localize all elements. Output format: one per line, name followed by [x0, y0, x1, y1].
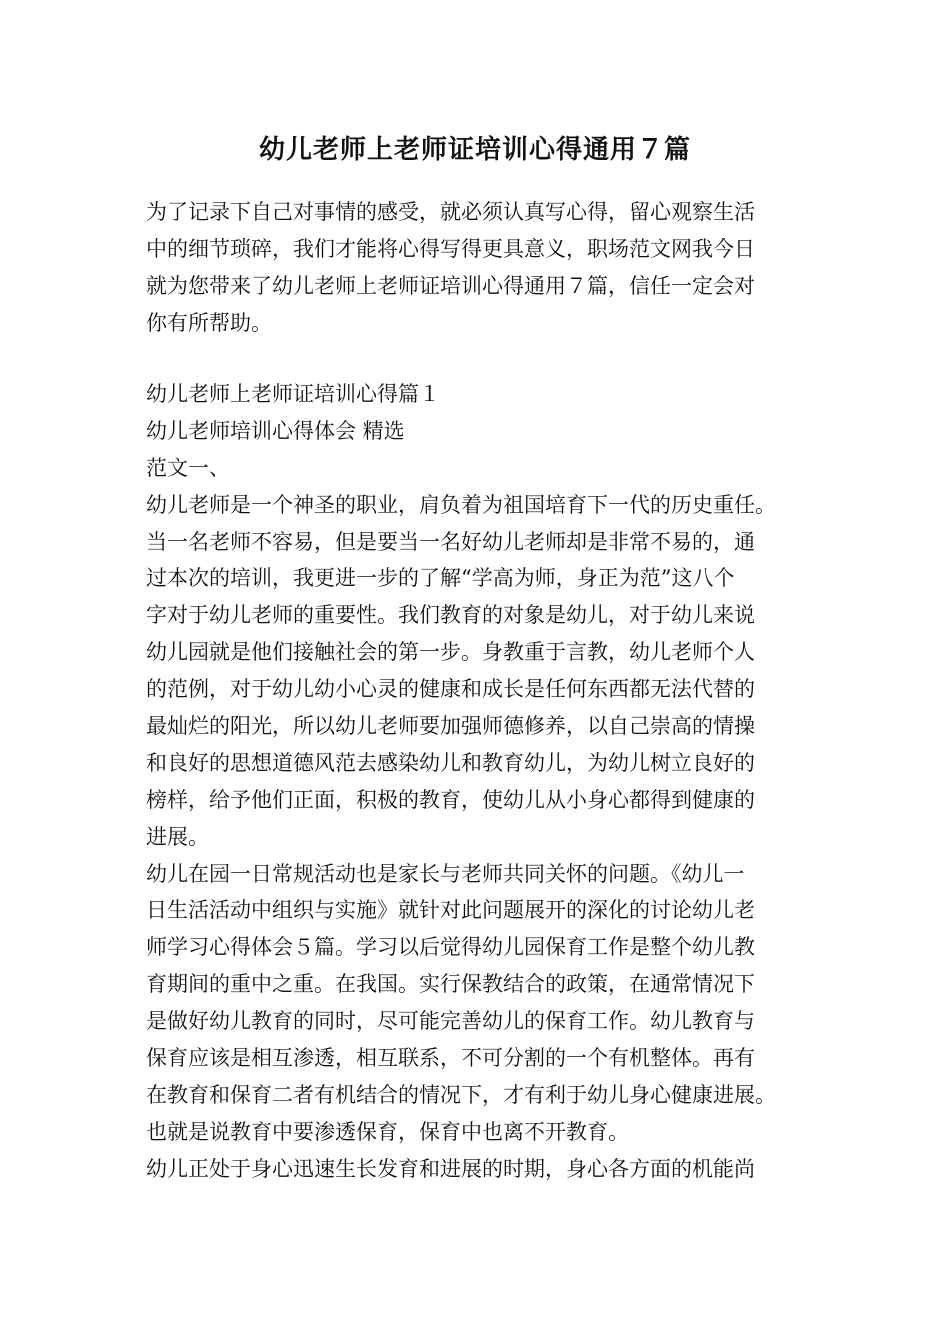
body-line: 师学习心得体会５篇。学习以后觉得幼儿园保育工作是整个幼儿教	[146, 935, 755, 960]
body-line: 进展。	[146, 824, 209, 849]
body-content	[146, 376, 826, 1188]
body-line: 的范例，对于幼儿幼小心灵的健康和成长是任何东西都无法代替的	[146, 677, 755, 702]
body-line: 最灿烂的阳光，所以幼儿老师要加强师德修养，以自己崇高的情操	[146, 714, 755, 739]
body-line: 和良好的思想道德风范去感染幼儿和教育幼儿，为幼儿树立良好的	[146, 750, 755, 775]
intro-line: 中的细节琐碎，我们才能将心得写得更具意义，职场范文网我今日	[146, 236, 755, 261]
intro-line: 为了记录下自己对事情的感受，就必须认真写心得，留心观察生活	[146, 200, 755, 224]
body-line: 是做好幼儿教育的同时，尽可能完善幼儿的保育工作。幼儿教育与	[146, 1009, 755, 1034]
intro-paragraph	[146, 194, 826, 342]
body-line: 幼儿园就是他们接触社会的第一步。身教重于言教，幼儿老师个人	[146, 640, 755, 665]
body-line: 也就是说教育中要渗透保育，保育中也离不开教育。	[146, 1119, 629, 1144]
body-line: 幼儿老师是一个神圣的职业，肩负着为祖国培育下一代的历史重任。	[146, 492, 776, 517]
body-line: 当一名老师不容易，但是要当一名好幼儿老师却是非常不易的，通	[146, 529, 755, 554]
section-subheading: 幼儿老师培训心得体会 精选	[146, 418, 405, 443]
body-line: 过本次的培训，我更进一步的了解“学高为师，身正为范”这八个	[146, 566, 735, 591]
section-label: 范文一、	[146, 455, 230, 480]
body-line: 榜样，给予他们正面，积极的教育，使幼儿从小身心都得到健康的	[146, 787, 755, 812]
body-line: 在教育和保育二者有机结合的情况下，才有利于幼儿身心健康进展。	[146, 1082, 776, 1107]
body-line: 幼儿正处于身心迅速生长发育和进展的时期，身心各方面的机能尚	[146, 1156, 755, 1181]
intro-line: 就为您带来了幼儿老师上老师证培训心得通用７篇，信任一定会对	[146, 273, 755, 298]
body-line: 保育应该是相互渗透，相互联系，不可分割的一个有机整体。再有	[146, 1046, 755, 1071]
document-title: 幼儿老师上老师证培训心得通用７篇	[258, 135, 691, 165]
section-heading: 幼儿老师上老师证培训心得篇１	[146, 382, 440, 406]
body-line: 幼儿在园一日常规活动也是家长与老师共同关怀的问题。《幼儿一	[146, 861, 745, 886]
body-line: 日生活活动中组织与实施》就针对此问题展开的深化的讨论幼儿老	[146, 898, 755, 923]
body-line: 育期间的重中之重。在我国。实行保教结合的政策，在通常情况下	[146, 972, 755, 997]
body-line: 字对于幼儿老师的重要性。我们教育的对象是幼儿，对于幼儿来说	[146, 603, 755, 628]
intro-line: 你有所帮助。	[146, 310, 272, 335]
